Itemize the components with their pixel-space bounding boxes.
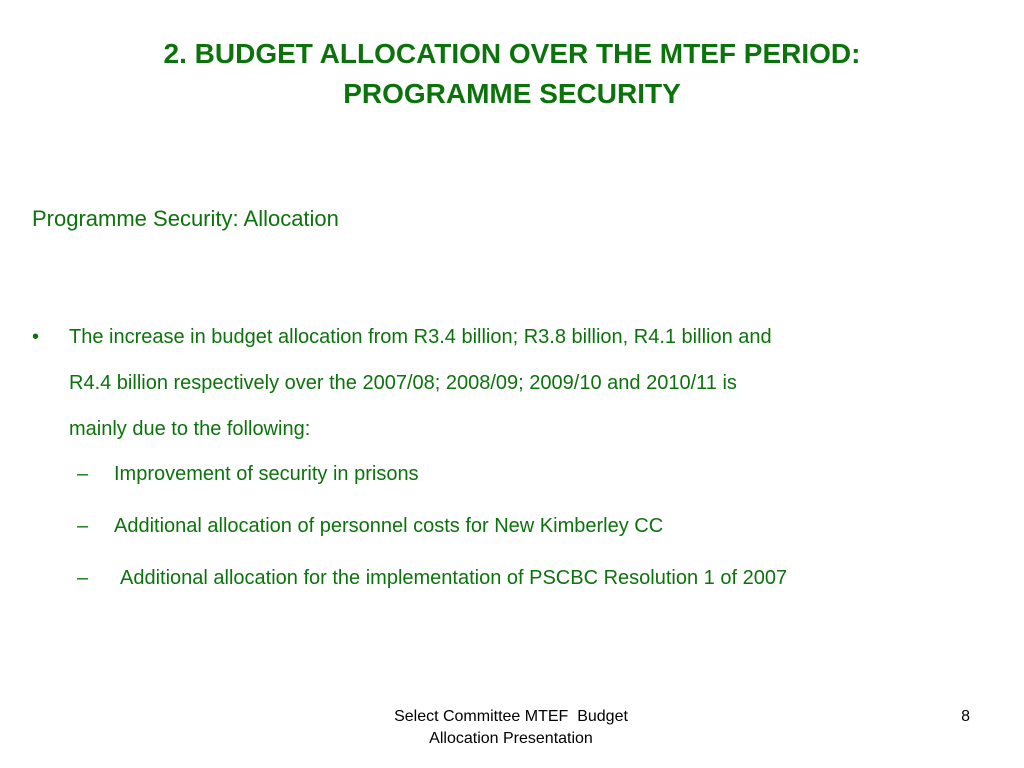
sub-bullet-item	[32, 459, 992, 489]
bullet-text	[69, 314, 992, 452]
slide-footer	[318, 706, 704, 750]
footer-line-1: Select Committee MTEF Budget	[394, 708, 628, 725]
bullet-line-1: The increase in budget allocation from R3.4 billion; R3.8 billion, R4.1 billion and	[69, 326, 772, 348]
slide-subtitle: Programme Security: Allocation	[32, 206, 339, 231]
page-number: 8	[961, 708, 970, 725]
sub-bullet-marker: –	[77, 463, 89, 485]
slide-title-line-2: PROGRAMME SECURITY	[343, 78, 681, 109]
bullet-line-3: mainly due to the following:	[69, 418, 311, 440]
footer-line-2: Allocation Presentation	[429, 730, 593, 747]
sub-bullet-list	[32, 459, 992, 593]
sub-bullet-item	[32, 563, 992, 593]
bullet-line-2: R4.4 billion respectively over the 2007/08; 2008/09; 2009/10 and 2010/11 is	[69, 372, 737, 394]
bullet-item	[32, 314, 992, 452]
sub-bullet-marker: –	[77, 515, 89, 537]
sub-bullet-item	[32, 511, 992, 541]
slide-content	[32, 314, 992, 615]
slide-title-line-1: 2. BUDGET ALLOCATION OVER THE MTEF PERIOD:	[163, 38, 861, 69]
sub-bullet-text: Additional allocation of personnel costs for New Kimberley CC	[114, 515, 664, 537]
sub-bullet-marker: –	[77, 567, 89, 589]
sub-bullet-text: Improvement of security in prisons	[114, 463, 419, 485]
sub-bullet-text: Additional allocation for the implementation of PSCBC Resolution 1 of 2007	[120, 567, 788, 589]
slide-title	[40, 34, 984, 114]
bullet-marker: •	[32, 326, 40, 348]
